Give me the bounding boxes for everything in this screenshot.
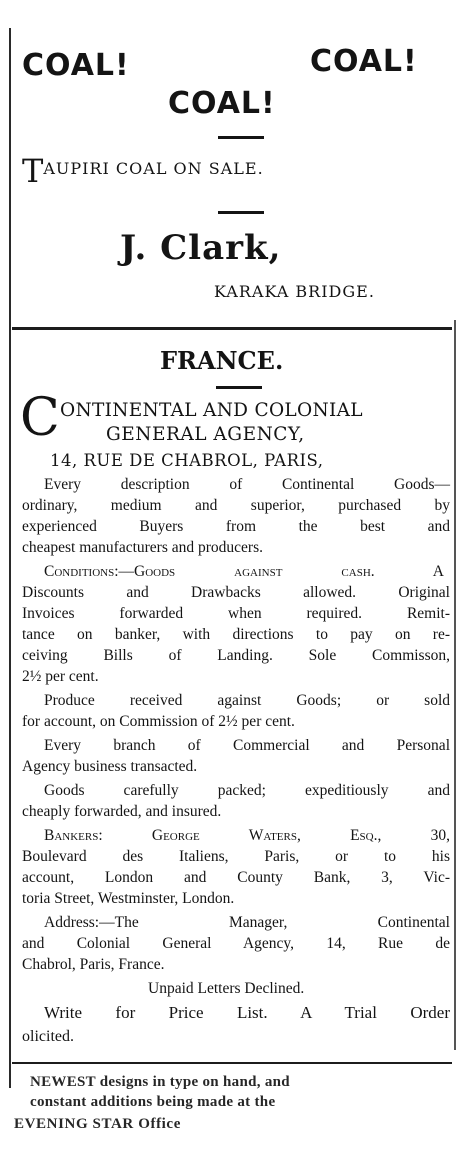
body-line: cheaply forwarded, and insured.: [22, 803, 222, 820]
coal-heading-right: COAL!: [310, 44, 418, 79]
body-line: cheapest manufacturers and producers.: [22, 539, 263, 556]
taupiri-dropcap: T: [22, 152, 44, 190]
body-line: account, London and County Bank, 3, Vic-: [22, 869, 450, 886]
coal-heading-center: COAL!: [168, 86, 276, 121]
body-line: and Colonial General Agency, 14, Rue de: [22, 935, 450, 952]
body-line: Produce received against Goods; or sold: [44, 692, 450, 709]
column-rule-right: [454, 320, 456, 1050]
body-line: Discounts and Drawbacks allowed. Original: [22, 584, 450, 601]
divider-dash: [216, 386, 262, 389]
agency-address: 14, RUE DE CHABROL, PARIS,: [50, 451, 324, 470]
section-rule: [12, 1062, 452, 1064]
body-line: Write for Price List. A Trial Order: [44, 1003, 450, 1022]
body-line: Boulevard des Italiens, Paris, or to his: [22, 848, 450, 865]
column-rule-left: [9, 28, 11, 1088]
seller-place: KARAKA BRIDGE.: [214, 282, 375, 301]
coal-heading-left: COAL!: [22, 48, 130, 83]
body-line: for account, on Commission of 2½ per cent.: [22, 713, 295, 730]
france-heading: FRANCE.: [160, 346, 284, 375]
footer-line1: NEWEST designs in type on hand, and: [30, 1074, 290, 1090]
body-line: tance on banker, with directions to pay on re-: [22, 626, 450, 643]
body-line: ordinary, medium and superior, purchased by: [22, 497, 450, 514]
divider-dash: [218, 211, 264, 214]
body-line: Agency business transacted.: [22, 758, 198, 775]
body-line: Every description of Continental Goods—: [44, 476, 450, 493]
footer-line3: EVENING STAR Office: [14, 1116, 181, 1132]
taupiri-line: [22, 152, 264, 190]
agency-dropcap: C: [20, 388, 60, 448]
section-rule: [12, 327, 452, 330]
divider-dash: [218, 136, 264, 139]
body-line: toria Street, Westminster, London.: [22, 890, 235, 907]
taupiri-text: AUPIRI COAL ON SALE.: [43, 159, 264, 178]
body-line: Goods carefully packed; expeditiously and: [44, 782, 450, 799]
body-line: Address:—The Manager, Continental: [44, 914, 450, 931]
agency-title-line2: GENERAL AGENCY,: [106, 424, 305, 445]
body-line: ceiving Bills of Landing. Sole Commisson,: [22, 647, 450, 664]
body-line: Unpaid Letters Declined.: [148, 980, 305, 997]
body-line: Every branch of Commercial and Personal: [44, 737, 450, 754]
seller-name: J. Clark,: [120, 228, 282, 268]
body-line: Conditions:—Goods against cash. A: [44, 563, 444, 580]
body-line: experienced Buyers from the best and: [22, 518, 450, 535]
body-line: Chabrol, Paris, France.: [22, 956, 165, 973]
body-line: Invoices forwarded when required. Remit-: [22, 605, 450, 622]
body-line: 2½ per cent.: [22, 668, 99, 685]
footer-line2: constant additions being made at the: [30, 1094, 276, 1110]
agency-title-line1: ONTINENTAL AND COLONIAL: [60, 400, 363, 421]
body-line: Bankers: George Waters, Esq., 30,: [44, 827, 450, 844]
body-line: olicited.: [22, 1028, 74, 1045]
